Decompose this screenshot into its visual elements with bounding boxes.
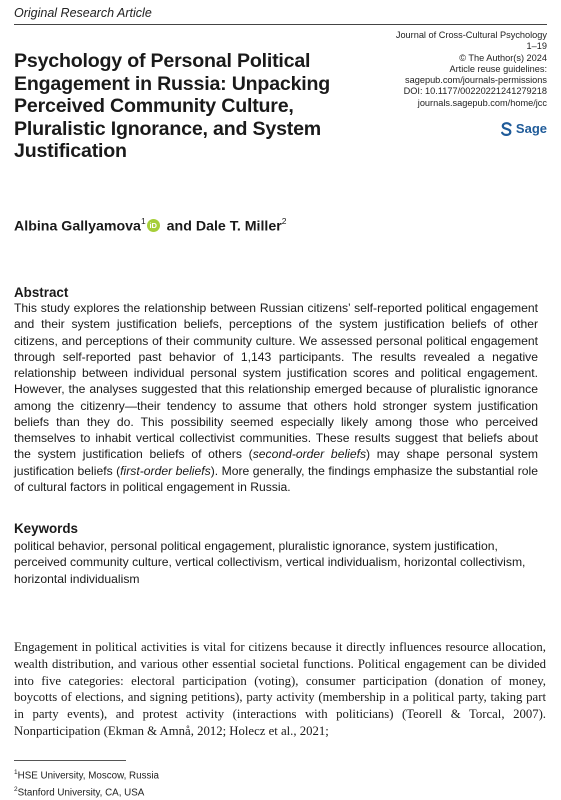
doi-link[interactable]: DOI: 10.1177/00220221241279218 bbox=[403, 86, 547, 97]
keywords-text: political behavior, personal political engagement, pluralistic ignorance, system justification, perceived community culture, vertical collectivism, vertical individualism, horizontal collectivism, horizontal individualism bbox=[14, 539, 526, 586]
author-line bbox=[14, 217, 287, 235]
header-rule bbox=[14, 24, 547, 25]
sage-logo-text: Sage bbox=[515, 121, 547, 136]
footnote-item bbox=[14, 783, 159, 800]
footnote-marker: 1 bbox=[14, 769, 18, 776]
affiliation-marker: 1 bbox=[140, 216, 146, 226]
footnote-text: HSE University, Moscow, Russia bbox=[17, 770, 159, 782]
affiliation-marker: 2 bbox=[281, 216, 287, 226]
abstract-text-part: ). More generally, the findings emphasize the substantial role of cultural factors in political engagement in Russia. bbox=[14, 463, 538, 494]
journal-name: Journal of Cross-Cultural Psychology bbox=[395, 30, 547, 40]
abstract-heading: Abstract bbox=[14, 285, 69, 300]
footnote-marker: 2 bbox=[14, 785, 18, 793]
footnote-text: Stanford University, CA, USA bbox=[17, 787, 145, 799]
journal-home-link[interactable]: journals.sagepub.com/home/jcc bbox=[417, 97, 547, 108]
abstract-text bbox=[14, 300, 538, 495]
emphasized-term: first-order beliefs bbox=[120, 463, 211, 478]
sage-s-icon bbox=[501, 122, 512, 136]
abstract-text-part: This study explores the relationship between Russian citizens’ self-reported political engagement and their system justification beliefs, perceptions of the system justification beliefs of other citizens, and perceptions of their community culture. We assessed personal political engagement through self-reported past behavior of 1,143 participants. The results revealed a negative relationship between individual personal system justification scores and political engagement. However, the analyses suggested that this relationship emerged because of pluralistic ignorance among the citizenry—their tendency to assume that others hold stronger system justification beliefs than they do. This possibility seemed especially likely among those who perceived themselves to inhabit vertical collectivist communities. These results suggest that beliefs about the system justification beliefs of others ( bbox=[14, 301, 538, 462]
page-range: 1–19 bbox=[526, 41, 547, 52]
footnotes bbox=[14, 766, 159, 800]
footnote-item bbox=[14, 766, 159, 783]
keywords-heading: Keywords bbox=[14, 521, 78, 536]
author-name: Albina Gallyamova bbox=[14, 218, 141, 235]
orcid-icon[interactable]: iD bbox=[147, 219, 160, 232]
copyright-line: © The Author(s) 2024 bbox=[459, 52, 547, 63]
footnote-rule bbox=[14, 760, 126, 761]
reuse-guidelines-link[interactable]: sagepub.com/journals-permissions bbox=[405, 75, 547, 86]
reuse-guidelines-label: Article reuse guidelines: bbox=[449, 63, 547, 74]
emphasized-term: second-order beliefs bbox=[252, 447, 367, 462]
author-connector: and bbox=[166, 218, 192, 235]
sage-logo bbox=[501, 121, 547, 136]
article-title: Psychology of Personal Political Engagement in Russia: Unpacking Perceived Community Culture, Pluralistic Ignorance, and System Justification bbox=[14, 50, 331, 162]
journal-info-block bbox=[347, 30, 547, 109]
body-paragraph: Engagement in political activities is vital for citizens because it directly influences resource allocation, wealth distribution, and various other essential societal functions. Political engagement can be divided into five categories: electoral participation (voting), consumer participation (donation of money, boycotts of elections, and signing petitions), party activity (membership in a political party, taking part in party events), and protest activity (interactions with politicians) (Teorell & Torcal, 2007). Nonparticipation (Ekman & Amnå, 2012; Holecz et al., 2021; bbox=[14, 640, 546, 738]
article-type-label: Original Research Article bbox=[14, 6, 152, 20]
abstract-text-part: ) may shape personal system justification beliefs ( bbox=[14, 447, 538, 478]
author-name: Dale T. Miller bbox=[195, 218, 282, 235]
